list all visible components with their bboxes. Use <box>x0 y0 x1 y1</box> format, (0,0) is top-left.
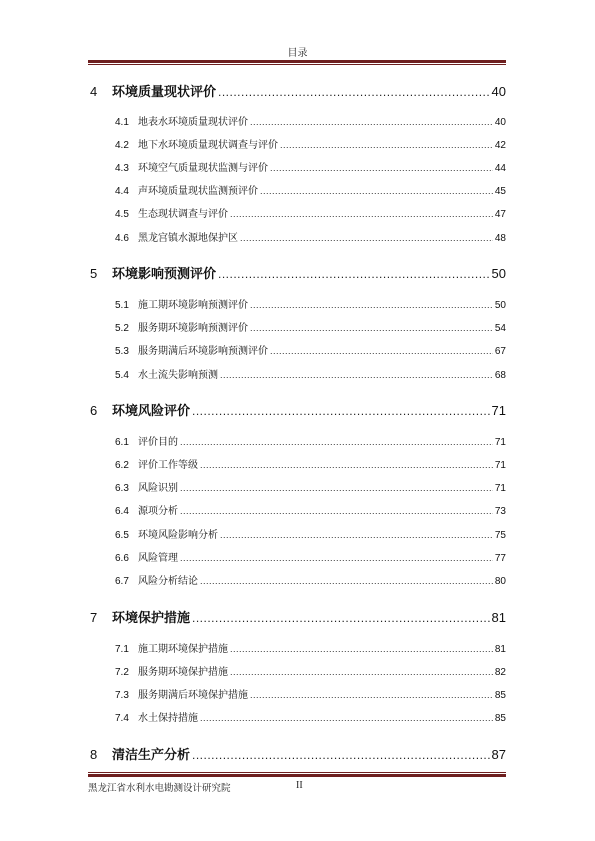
toc-leader <box>192 611 490 625</box>
toc-number: 6.5 <box>115 530 129 540</box>
toc-title: 地表水环境质量现状评价 <box>138 117 248 127</box>
toc-section-entry[interactable] <box>115 709 506 723</box>
toc-page-number: 50 <box>494 300 506 310</box>
toc-chapter-entry[interactable] <box>90 263 506 281</box>
toc-section-entry[interactable] <box>115 433 506 447</box>
toc-page-number: 71 <box>494 437 506 447</box>
toc-title: 风险识别 <box>138 483 178 493</box>
toc-chapter-entry[interactable] <box>90 400 506 418</box>
toc-number: 6.3 <box>115 483 129 493</box>
toc-section-entry[interactable] <box>115 640 506 654</box>
toc-page-number: 82 <box>494 667 506 677</box>
toc-leader <box>200 713 493 723</box>
toc-page-number: 54 <box>494 323 506 333</box>
toc-leader <box>250 323 493 333</box>
toc-page-number: 44 <box>494 163 506 173</box>
toc-page-number: 50 <box>491 266 506 281</box>
toc-page-number: 71 <box>494 460 506 470</box>
toc-chapter-entry[interactable] <box>90 81 506 99</box>
toc-leader <box>260 186 493 196</box>
toc-number: 8 <box>90 747 98 762</box>
header-rule-thin <box>88 64 506 65</box>
toc-title: 施工期环境影响预测评价 <box>138 300 248 310</box>
toc-number: 4.2 <box>115 140 129 150</box>
toc-number: 7.2 <box>115 667 129 677</box>
toc-leader <box>180 553 493 563</box>
toc-title: 服务期环境影响预测评价 <box>138 323 248 333</box>
toc-title: 风险分析结论 <box>138 576 198 586</box>
toc-number: 5.3 <box>115 346 129 356</box>
toc-leader <box>280 140 493 150</box>
toc-title: 源项分析 <box>138 506 178 516</box>
toc-section-entry[interactable] <box>115 113 506 127</box>
toc-leader <box>240 233 493 243</box>
toc-leader <box>180 437 493 447</box>
toc-page-number: 73 <box>494 506 506 516</box>
toc-page-number: 85 <box>494 713 506 723</box>
toc-leader <box>218 85 490 99</box>
toc-title: 环境质量现状评价 <box>112 85 217 99</box>
toc-section-entry[interactable] <box>115 229 506 243</box>
toc-page-number: 87 <box>491 747 506 762</box>
toc-section-entry[interactable] <box>115 502 506 516</box>
toc-number: 6.2 <box>115 460 129 470</box>
toc-number: 4.1 <box>115 117 129 127</box>
toc-title: 地下水环境质量现状调查与评价 <box>138 140 278 150</box>
toc-title: 环境空气质量现状监测与评价 <box>138 163 268 173</box>
footer-rule <box>88 774 506 777</box>
toc-title: 施工期环境保护措施 <box>138 644 228 654</box>
toc-page-number: 68 <box>494 370 506 380</box>
footer-rule-thin <box>88 772 506 773</box>
toc-number: 7 <box>90 610 98 625</box>
toc-leader <box>230 644 493 654</box>
toc-page-number: 80 <box>494 576 506 586</box>
toc-section-entry[interactable] <box>115 342 506 356</box>
toc-section-entry[interactable] <box>115 319 506 333</box>
toc-page-number: 40 <box>494 117 506 127</box>
toc-title: 环境风险评价 <box>112 404 191 418</box>
footer-organization: 黑龙江省水利水电勘测设计研究院 <box>88 783 231 794</box>
toc-section-entry[interactable] <box>115 366 506 380</box>
toc-title: 评价工作等级 <box>138 460 198 470</box>
toc-title: 水土流失影响预测 <box>138 370 218 380</box>
toc-page-number: 75 <box>494 530 506 540</box>
toc-number: 4.5 <box>115 209 129 219</box>
toc-section-entry[interactable] <box>115 572 506 586</box>
toc-section-entry[interactable] <box>115 663 506 677</box>
toc-number: 5 <box>90 266 98 281</box>
header-rule <box>88 60 506 63</box>
toc-leader <box>250 300 493 310</box>
toc-leader <box>270 163 493 173</box>
toc-section-entry[interactable] <box>115 686 506 700</box>
toc-page-number: 48 <box>494 233 506 243</box>
toc-title: 风险管理 <box>138 553 178 563</box>
toc-page-number: 40 <box>491 84 506 99</box>
toc-page-number: 67 <box>494 346 506 356</box>
toc-number: 5.4 <box>115 370 129 380</box>
toc-number: 5.2 <box>115 323 129 333</box>
toc-section-entry[interactable] <box>115 456 506 470</box>
toc-section-entry[interactable] <box>115 159 506 173</box>
toc-number: 5.1 <box>115 300 129 310</box>
toc-leader <box>250 117 493 127</box>
toc-title: 声环境质量现状监测预评价 <box>138 186 258 196</box>
toc-page-number: 71 <box>494 483 506 493</box>
toc-page-number: 81 <box>494 644 506 654</box>
header-title: 目录 <box>287 48 308 59</box>
toc-section-entry[interactable] <box>115 549 506 563</box>
toc-leader <box>180 506 493 516</box>
toc-page-number: 77 <box>494 553 506 563</box>
toc-section-entry[interactable] <box>115 479 506 493</box>
toc-leader <box>270 346 493 356</box>
toc-number: 4.4 <box>115 186 129 196</box>
toc-title: 服务期满后环境保护措施 <box>138 690 248 700</box>
toc-title: 环境影响预测评价 <box>112 267 217 281</box>
toc-leader <box>218 267 490 281</box>
toc-page-number: 85 <box>494 690 506 700</box>
toc-title: 评价目的 <box>138 437 178 447</box>
toc-section-entry[interactable] <box>115 136 506 150</box>
toc-number: 7.4 <box>115 713 129 723</box>
toc-title: 生态现状调查与评价 <box>138 209 228 219</box>
toc-title: 清洁生产分析 <box>112 748 191 762</box>
toc-leader <box>250 690 493 700</box>
toc-number: 6.7 <box>115 576 129 586</box>
toc-title: 服务期环境保护措施 <box>138 667 228 677</box>
toc-chapter-entry[interactable] <box>90 744 506 762</box>
toc-number: 4 <box>90 84 98 99</box>
toc-title: 环境风险影响分析 <box>138 530 218 540</box>
toc-page-number: 47 <box>494 209 506 219</box>
toc-leader <box>192 404 490 418</box>
toc-page-number: 45 <box>494 186 506 196</box>
toc-title: 环境保护措施 <box>112 611 191 625</box>
toc-number: 6.1 <box>115 437 129 447</box>
toc-page-number: 81 <box>491 610 506 625</box>
toc-number: 6.6 <box>115 553 129 563</box>
toc-title: 水土保持措施 <box>138 713 198 723</box>
toc-leader <box>230 209 493 219</box>
toc-leader <box>192 748 490 762</box>
toc-page-number: 42 <box>494 140 506 150</box>
toc-section-entry[interactable] <box>115 182 506 196</box>
toc-title: 黑龙宫镇水源地保护区 <box>138 233 238 243</box>
toc-leader <box>220 530 493 540</box>
toc-number: 4.3 <box>115 163 129 173</box>
footer-page-number: II <box>296 780 303 791</box>
toc-number: 4.6 <box>115 233 129 243</box>
toc-section-entry[interactable] <box>115 296 506 310</box>
toc-title: 服务期满后环境影响预测评价 <box>138 346 268 356</box>
toc-number: 7.3 <box>115 690 129 700</box>
toc-number: 6 <box>90 403 98 418</box>
toc-leader <box>180 483 493 493</box>
toc-leader <box>220 370 493 380</box>
toc-leader <box>230 667 493 677</box>
toc-leader <box>200 460 493 470</box>
toc-section-entry[interactable] <box>115 205 506 219</box>
toc-leader <box>200 576 493 586</box>
toc-number: 7.1 <box>115 644 129 654</box>
toc-chapter-entry[interactable] <box>90 607 506 625</box>
toc-number: 6.4 <box>115 506 129 516</box>
toc-page-number: 71 <box>491 403 506 418</box>
toc-section-entry[interactable] <box>115 526 506 540</box>
